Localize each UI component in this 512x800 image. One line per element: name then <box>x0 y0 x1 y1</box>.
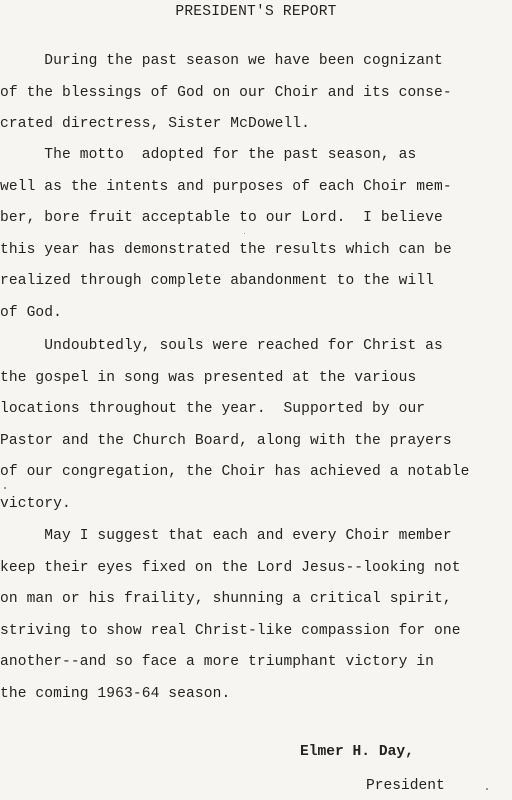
paragraph-line: locations throughout the year. Supported by our <box>0 401 426 417</box>
paragraph-line: another--and so face a more triumphant victory in <box>0 654 435 670</box>
paragraph-line: of the blessings of God on our Choir and its conse- <box>0 84 452 101</box>
paragraph-1 <box>0 46 512 141</box>
paragraph-line: this year has demonstrated the results which can be <box>0 241 452 258</box>
paragraph-line: well as the intents and purposes of each Choir mem- <box>0 178 452 195</box>
paragraph-line: on man or his fraility, shunning a critical spirit, <box>0 591 452 607</box>
paragraph-line: of God. <box>0 304 63 321</box>
paragraph-line: keep their eyes fixed on the Lord Jesus--looking not <box>0 559 461 576</box>
paragraph-line: the gospel in song was presented at the various <box>0 369 417 386</box>
paragraph-line: During the past season we have been cognizant <box>0 53 443 69</box>
paragraph-line: the coming 1963-64 season. <box>0 685 231 702</box>
paper-speck <box>4 487 6 489</box>
paragraph-line: striving to show real Christ-like compassion for one <box>0 622 461 639</box>
paragraph-4 <box>0 521 512 710</box>
paragraph-line: May I suggest that each and every Choir member <box>0 528 452 544</box>
paragraph-2 <box>0 140 512 329</box>
signature-name: Elmer H. Day, <box>300 744 414 760</box>
report-title: PRESIDENT'S REPORT <box>175 4 337 20</box>
paper-speck <box>486 788 488 790</box>
paragraph-3 <box>0 331 512 520</box>
signature-role: President <box>366 778 445 794</box>
paragraph-line: ber, bore fruit acceptable to our Lord. I believe <box>0 210 443 226</box>
paper-speck <box>244 233 245 234</box>
paragraph-line: Undoubtedly, souls were reached for Christ as <box>0 338 443 354</box>
paragraph-line: The motto adopted for the past season, as <box>0 147 417 163</box>
paragraph-line: of our congregation, the Choir has achieved a notable <box>0 464 470 480</box>
paragraph-line: crated directress, Sister McDowell. <box>0 116 311 132</box>
paragraph-line: realized through complete abandonment to the will <box>0 273 435 289</box>
paragraph-line: Pastor and the Church Board, along with the prayers <box>0 432 452 449</box>
paragraph-line: victory. <box>0 495 71 512</box>
